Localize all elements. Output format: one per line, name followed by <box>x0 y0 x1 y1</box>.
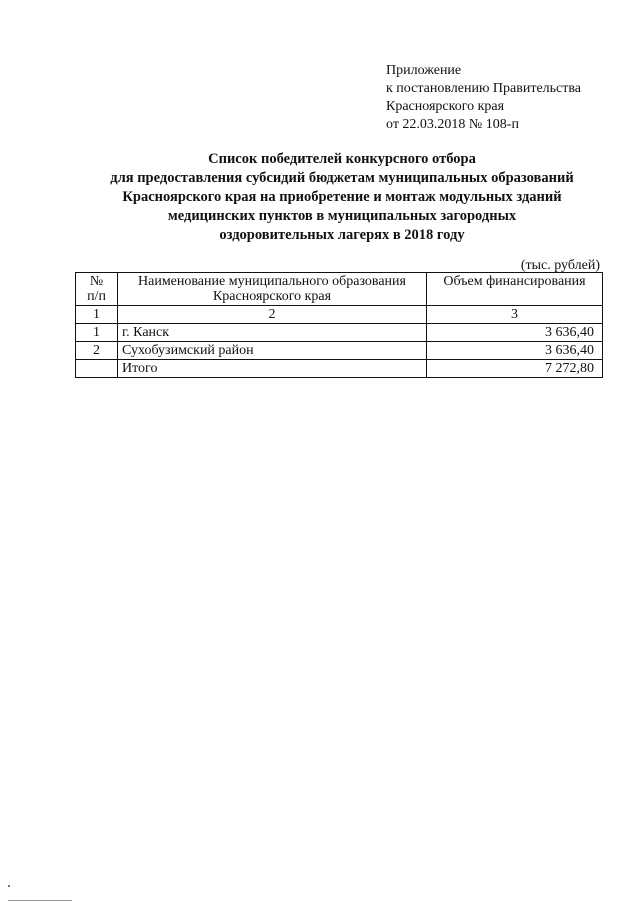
total-num <box>76 360 118 378</box>
title-line: Список победителей конкурсного отбора <box>208 151 476 167</box>
row-name: г. Канск <box>118 324 427 342</box>
header-num <box>76 273 118 306</box>
header-name-line1: Наименование муниципального образования <box>138 274 406 289</box>
total-amount: 7 272,80 <box>427 360 603 378</box>
row-name: Сухобузимский район <box>118 342 427 360</box>
header-num-line2: п/п <box>87 289 106 304</box>
title-line: для предоставления субсидий бюджетам муниципальных образований <box>110 170 574 186</box>
document-title <box>62 150 622 245</box>
row-amount: 3 636,40 <box>427 342 603 360</box>
header-amount: Объем финансирования <box>427 273 603 306</box>
title-line: оздоровительных лагерях в 2018 году <box>219 227 465 243</box>
units-note: (тыс. рублей) <box>520 258 600 273</box>
financing-table <box>75 272 603 378</box>
column-number: 2 <box>118 306 427 324</box>
row-num: 1 <box>76 324 118 342</box>
header-num-line1: № <box>89 274 104 289</box>
total-row <box>76 360 603 378</box>
table-header-row <box>76 273 603 306</box>
title-line: медицинских пунктов в муниципальных загородных <box>167 208 517 224</box>
column-number-row <box>76 306 603 324</box>
column-number: 1 <box>76 306 118 324</box>
row-amount: 3 636,40 <box>427 324 603 342</box>
appendix-line: к постановлению Правительства <box>386 81 582 96</box>
header-name-line2: Красноярского края <box>212 289 332 304</box>
appendix-line: Красноярского края <box>386 99 505 114</box>
row-num: 2 <box>76 342 118 360</box>
appendix-block <box>386 62 581 134</box>
title-line: Красноярского края на приобретение и монтаж модульных зданий <box>122 189 562 205</box>
column-number: 3 <box>427 306 603 324</box>
total-label: Итого <box>118 360 427 378</box>
table-row <box>76 324 603 342</box>
appendix-line: Приложение <box>386 63 462 78</box>
footer-rule <box>8 900 72 901</box>
table-row <box>76 342 603 360</box>
appendix-line: от 22.03.2018 № 108-п <box>386 117 519 132</box>
scan-speck <box>8 885 10 887</box>
header-name <box>118 273 427 306</box>
